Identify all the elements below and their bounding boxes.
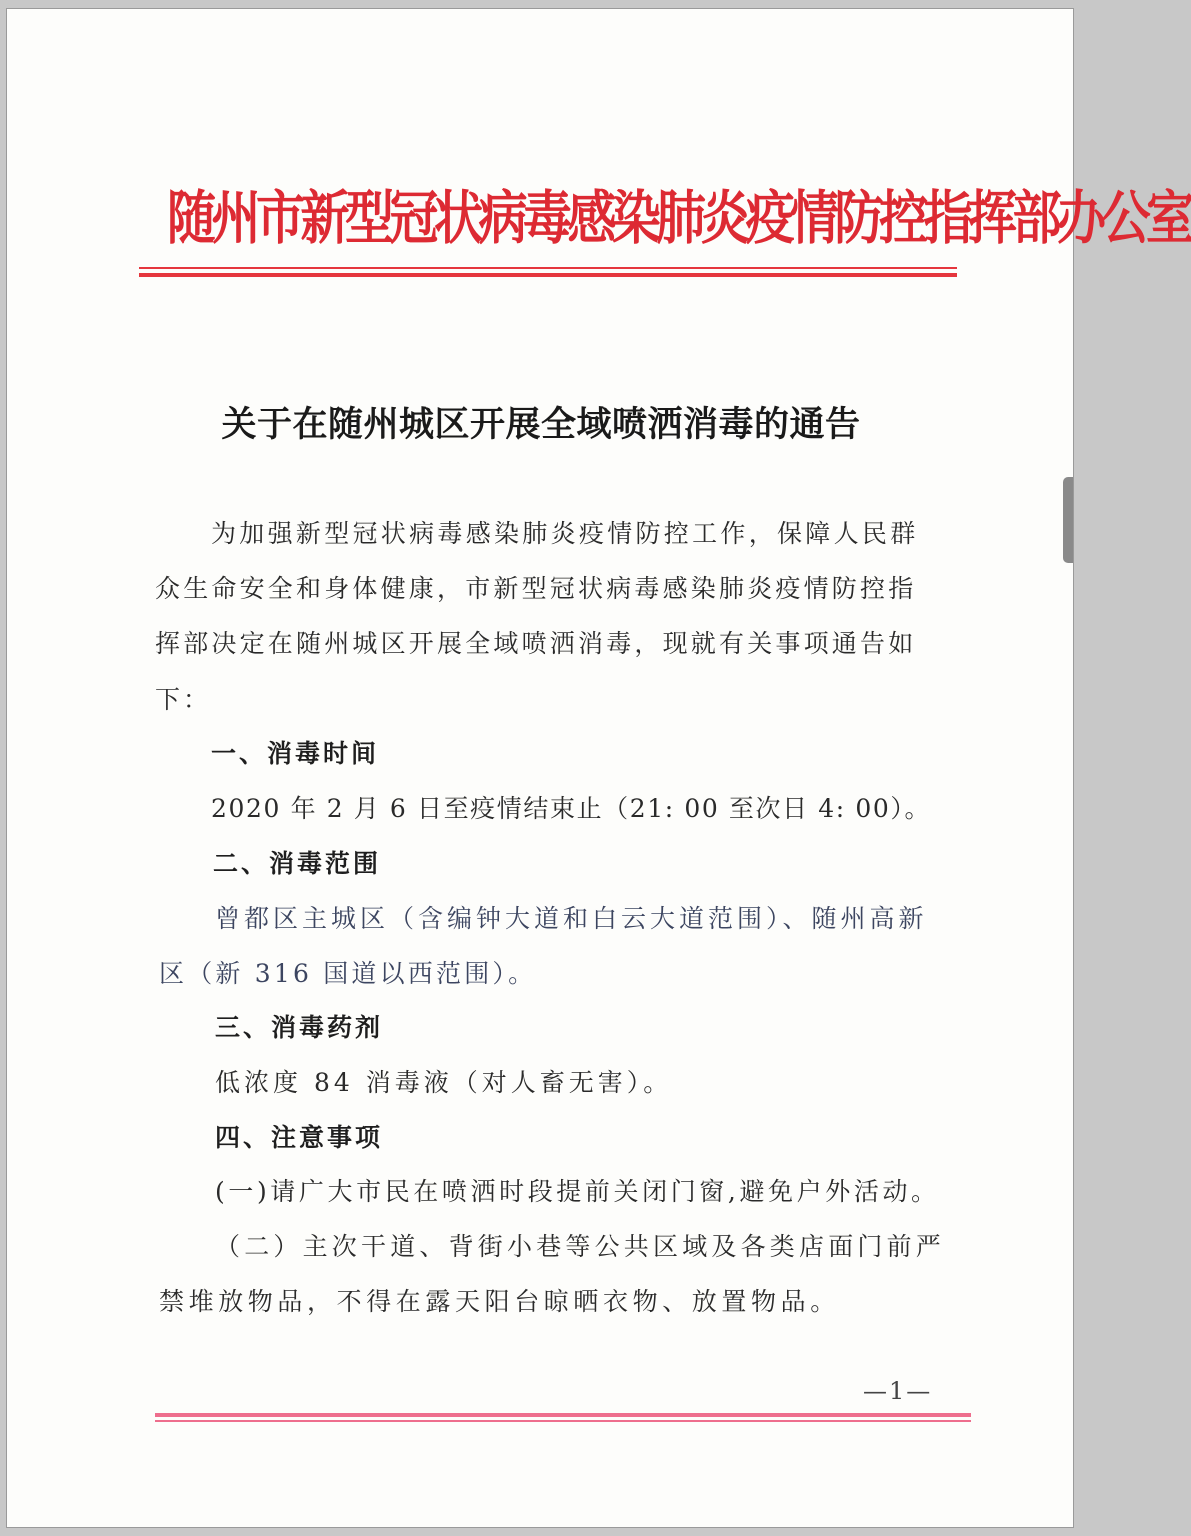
section-1-line-1: 2020 年 2 月 6 日至疫情结束止（21: 00 至次日 4: 00）。 [211, 794, 932, 823]
section-4-line-2: （二）主次干道、背街小巷等公共区域及各类店面门前严 [215, 1232, 946, 1261]
document-page [6, 8, 1191, 1528]
section-2-line-1: 曾都区主城区（含编钟大道和白云大道范围）、随州高新 [215, 904, 928, 933]
section-4-line-3: 禁堆放物品，不得在露天阳台晾晒衣物、放置物品。 [159, 1287, 840, 1316]
section-2-heading: 二、消毒范围 [213, 849, 382, 878]
issuer-header: 随州市新型冠状病毒感染肺炎疫情防控指挥部办公室 [167, 183, 1191, 253]
intro-line-4: 下： [155, 685, 212, 714]
section-3-line-1: 低浓度 84 消毒液（对人畜无害）。 [215, 1068, 673, 1097]
intro-line-3: 挥部决定在随州城区开展全域喷洒消毒，现就有关事项通告如 [155, 629, 917, 658]
page-number: —1— [863, 1377, 933, 1405]
section-2-line-2: 区（新 316 国道以西范围）。 [159, 959, 537, 988]
footer-rule-thick [155, 1413, 971, 1417]
notice-title: 关于在随州城区开展全域喷洒消毒的通告 [221, 404, 861, 445]
section-3-heading: 三、消毒药剂 [215, 1013, 384, 1042]
section-4-heading: 四、注意事项 [215, 1123, 384, 1152]
intro-line-2: 众生命安全和身体健康，市新型冠状病毒感染肺炎疫情防控指 [155, 574, 917, 603]
intro-line-1: 为加强新型冠状病毒感染肺炎疫情防控工作，保障人民群 [211, 519, 919, 548]
header-rule-thin [139, 267, 957, 269]
section-1-heading: 一、消毒时间 [211, 739, 380, 768]
header-rule-thick [139, 273, 957, 277]
footer-rule-thin [155, 1420, 971, 1422]
scroll-handle[interactable] [1063, 477, 1073, 563]
section-4-line-1: (一)请广大市民在喷洒时段提前关闭门窗,避免户外活动。 [215, 1177, 940, 1206]
